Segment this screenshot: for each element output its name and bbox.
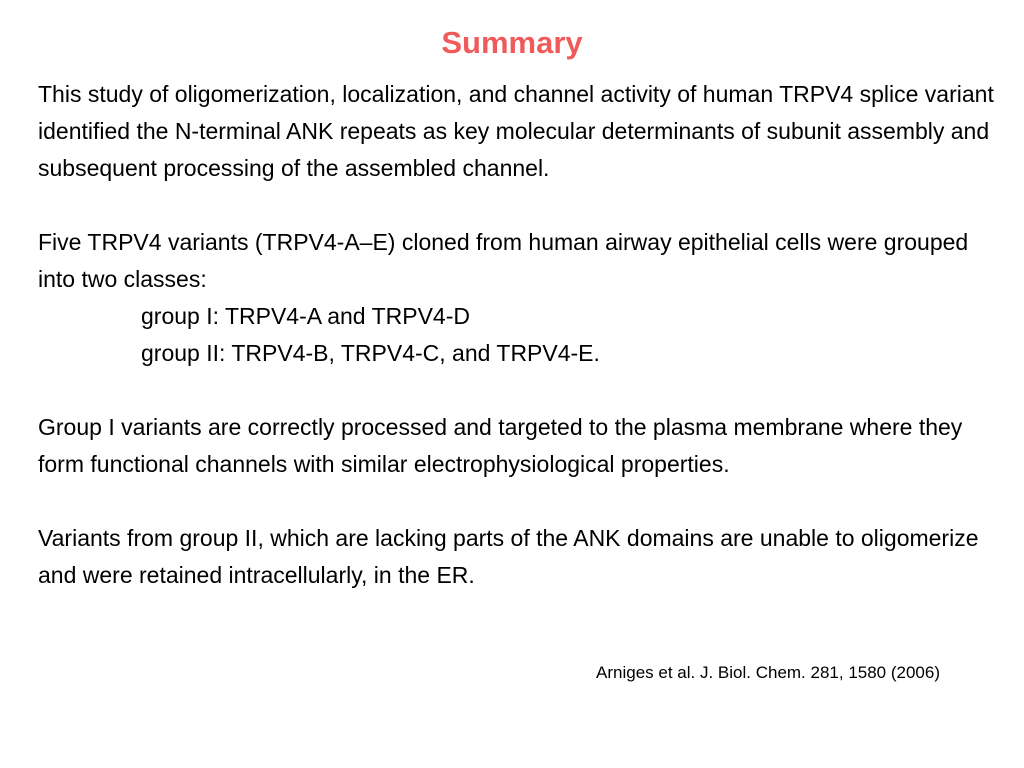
paragraph-spacer [38,187,998,224]
variants-intro: Five TRPV4 variants (TRPV4-A–E) cloned from human airway epithelial cells were grouped into two classes: [38,229,969,292]
slide-body [38,76,998,594]
group-2-line: group II: TRPV4-B, TRPV4-C, and TRPV4-E. [141,340,600,366]
group-1-line: group I: TRPV4-A and TRPV4-D [141,303,470,329]
paragraph-study-summary: This study of oligomerization, localization, and channel activity of human TRPV4 splice variant identified the N-terminal ANK repeats as key molecular determinants of subunit assembly and subsequent processing of the assembled channel. [38,81,994,181]
paragraph-spacer [38,483,998,520]
paragraph-group-1: Group I variants are correctly processed and targeted to the plasma membrane where they form functional channels with similar electrophysiological properties. [38,414,963,477]
paragraph-group-2: Variants from group II, which are lacking parts of the ANK domains are unable to oligomerize and were retained intracellularly, in the ER. [38,525,979,588]
slide-title: Summary [441,25,583,60]
citation: Arniges et al. J. Biol. Chem. 281, 1580 (2006) [596,663,940,682]
paragraph-variants [38,224,998,372]
paragraph-spacer [38,372,998,409]
